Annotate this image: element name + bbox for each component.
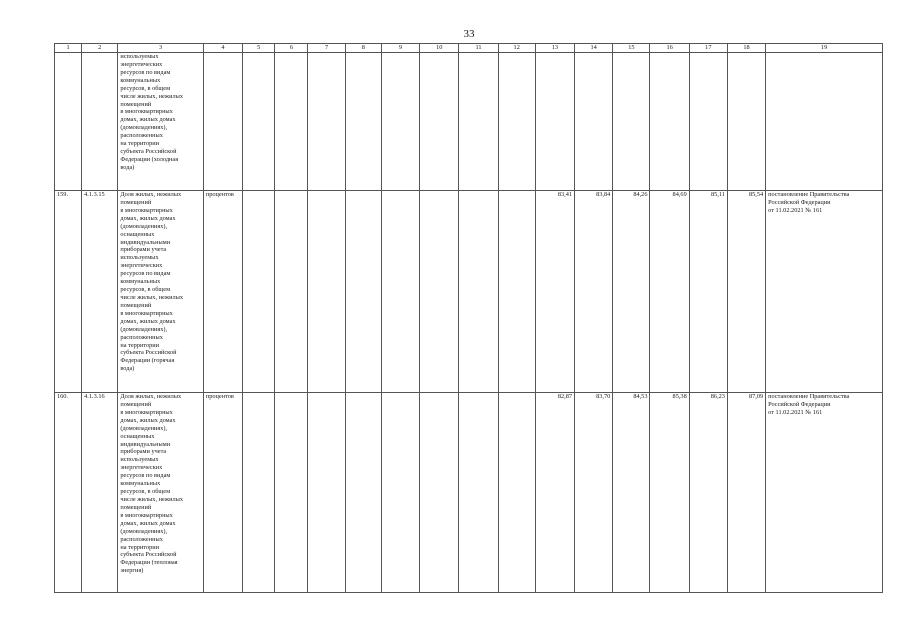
value-cell: 84,53: [613, 393, 650, 593]
column-header: 9: [381, 44, 419, 53]
unit: процентов: [203, 191, 242, 393]
value-cell: [459, 393, 498, 593]
column-header: 13: [535, 44, 574, 53]
indicator-name: Доля жилых, нежилых помещений в многоквартирных домах, жилых домах (домовладениях), оснащенных индивидуальными приборами учета используемых энергетических ресурсов по видам коммунальных ресурсов, в общем числе жилых, нежилых помещений в многоквартирных домах, жилых домах (домовладениях), расположенных на территории субъекта Российской Федерации (горячая вода): [118, 191, 204, 393]
indicator-code: [82, 53, 118, 191]
column-header: 5: [243, 44, 275, 53]
column-header: 17: [689, 44, 727, 53]
unit: процентов: [203, 393, 242, 593]
value-cell: [275, 53, 308, 191]
value-cell: [381, 393, 419, 593]
column-header: 19: [766, 44, 883, 53]
value-cell: [243, 191, 275, 393]
value-cell: 85,11: [689, 191, 727, 393]
value-cell: [275, 191, 308, 393]
value-cell: [243, 53, 275, 191]
column-header: 11: [459, 44, 498, 53]
value-cell: 83,84: [575, 191, 613, 393]
value-cell: [420, 393, 459, 593]
value-cell: [420, 53, 459, 191]
value-cell: [575, 53, 613, 191]
value-cell: 84,69: [650, 191, 689, 393]
indicator-name: Доля жилых, нежилых помещений в многоквартирных домах, жилых домах (домовладениях), оснащенных индивидуальными приборами учета используемых энергетических ресурсов по видам коммунальных ресурсов, в общем числе жилых, нежилых помещений в многоквартирных домах, жилых домах (домовладениях), расположенных на территории субъекта Российской Федерации (тепловая энергия): [118, 393, 204, 593]
column-header: 14: [575, 44, 613, 53]
value-cell: 85,38: [650, 393, 689, 593]
indicator-name: используемых энергетических ресурсов по видам коммунальных ресурсов, в общем числе жилых, нежилых помещений в многоквартирных домах, жилых домах (домовладениях), расположенных на территории субъекта Российской Федерации (холодная вода): [118, 53, 204, 191]
table-row: [55, 53, 883, 191]
source-document: постановление Правительства Российской Федерации от 11.02.2021 № 161: [766, 191, 883, 393]
column-header: 12: [498, 44, 535, 53]
value-cell: [308, 53, 345, 191]
column-header: 3: [118, 44, 204, 53]
value-cell: [727, 53, 765, 191]
value-cell: [308, 191, 345, 393]
column-header: 2: [82, 44, 118, 53]
value-cell: 83,70: [575, 393, 613, 593]
column-header: 16: [650, 44, 689, 53]
row-number: 159.: [55, 191, 82, 393]
value-cell: [689, 53, 727, 191]
column-number-row: [55, 44, 883, 53]
unit: [203, 53, 242, 191]
value-cell: [345, 393, 381, 593]
row-number: [55, 53, 82, 191]
column-header: 8: [345, 44, 381, 53]
value-cell: [498, 191, 535, 393]
value-cell: [308, 393, 345, 593]
row-number: 160.: [55, 393, 82, 593]
value-cell: [381, 53, 419, 191]
value-cell: [243, 393, 275, 593]
value-cell: [345, 191, 381, 393]
indicator-table: [54, 43, 883, 593]
value-cell: [275, 393, 308, 593]
value-cell: [535, 53, 574, 191]
value-cell: [459, 53, 498, 191]
value-cell: [613, 53, 650, 191]
column-header: 1: [55, 44, 82, 53]
column-header: 7: [308, 44, 345, 53]
value-cell: [345, 53, 381, 191]
value-cell: [381, 191, 419, 393]
table-row: [55, 191, 883, 393]
value-cell: [498, 393, 535, 593]
value-cell: [498, 53, 535, 191]
value-cell: [420, 191, 459, 393]
value-cell: 82,87: [535, 393, 574, 593]
source-document: постановление Правительства Российской Федерации от 11.02.2021 № 161: [766, 393, 883, 593]
page-number: 33: [463, 28, 475, 40]
column-header: 15: [613, 44, 650, 53]
value-cell: 83,41: [535, 191, 574, 393]
indicator-code: 4.1.3.16: [82, 393, 118, 593]
value-cell: 86,23: [689, 393, 727, 593]
table-row: [55, 393, 883, 593]
value-cell: 84,26: [613, 191, 650, 393]
value-cell: 87,09: [727, 393, 765, 593]
column-header: 10: [420, 44, 459, 53]
indicator-code: 4.1.3.15: [82, 191, 118, 393]
column-header: 6: [275, 44, 308, 53]
value-cell: [459, 191, 498, 393]
column-header: 18: [727, 44, 765, 53]
value-cell: 85,54: [727, 191, 765, 393]
value-cell: [650, 53, 689, 191]
source-document: [766, 53, 883, 191]
column-header: 4: [203, 44, 242, 53]
